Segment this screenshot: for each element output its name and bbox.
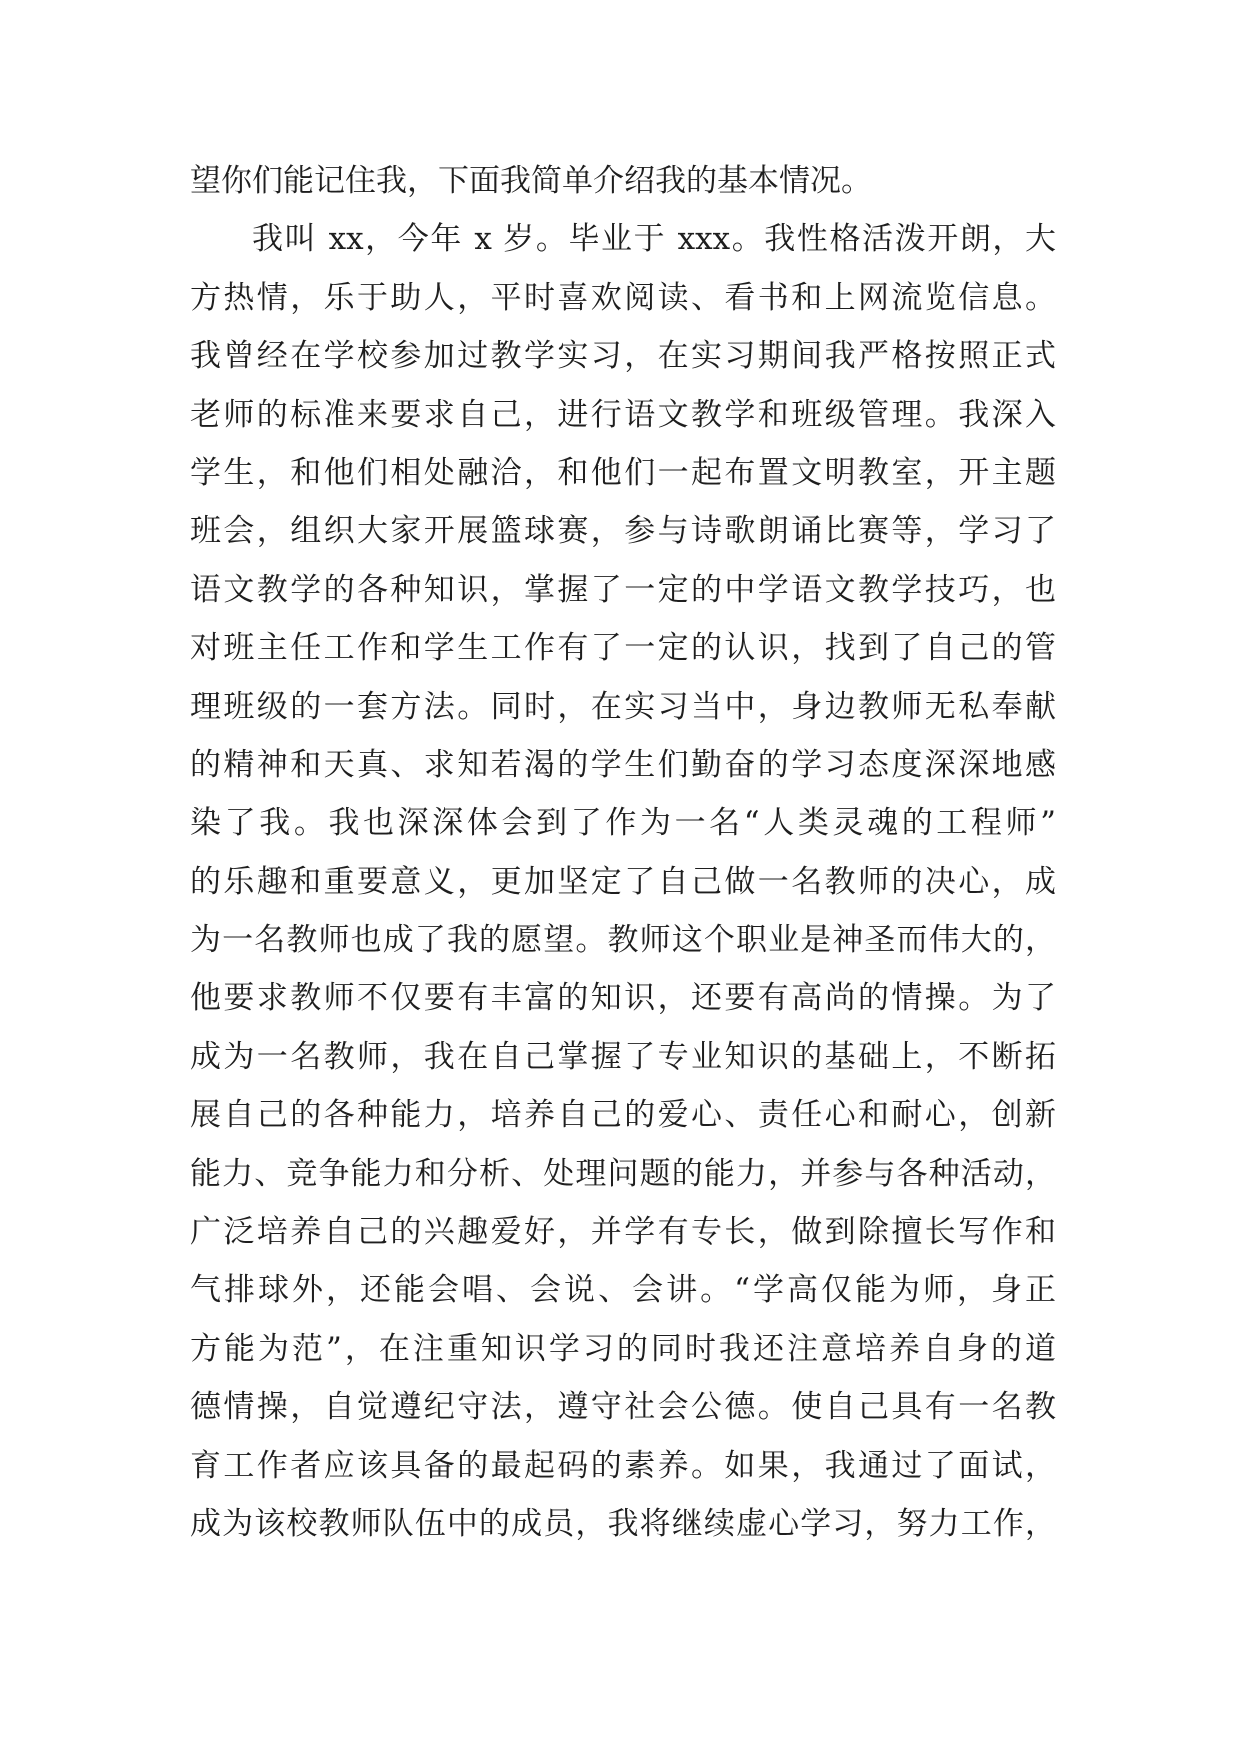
text-line: 能力、竞争能力和分析、处理问题的能力，并参与各种活动，	[190, 1155, 1056, 1192]
text-line: 方热情，乐于助人，平时喜欢阅读、看书和上网流览信息。	[190, 279, 1056, 316]
text-line: 成为一名教师，我在自己掌握了专业知识的基础上，不断拓	[190, 1038, 1056, 1075]
paragraph-1	[190, 152, 1056, 210]
text-line: 的精神和天真、求知若渴的学生们勤奋的学习态度深深地感	[190, 746, 1056, 783]
text-line: 展自己的各种能力，培养自己的爱心、责任心和耐心，创新	[190, 1097, 1056, 1134]
text-line: 望你们能记住我，下面我简单介绍我的基本情况。	[190, 163, 872, 199]
text-line: 对班主任工作和学生工作有了一定的认识，找到了自己的管	[190, 630, 1056, 667]
body-text	[190, 152, 1056, 1553]
text-line: 我曾经在学校参加过教学实习，在实习期间我严格按照正式	[190, 338, 1056, 375]
text-line: 德情操，自觉遵纪守法，遵守社会公德。使自己具有一名教	[190, 1389, 1056, 1426]
text-line: 班会，组织大家开展篮球赛，参与诗歌朗诵比赛等，学习了	[190, 513, 1056, 550]
text-line: 为一名教师也成了我的愿望。教师这个职业是神圣而伟大的，	[190, 922, 1056, 959]
paragraph-2	[190, 210, 1056, 1553]
text-line: 染了我。我也深深体会到了作为一名“人类灵魂的工程师”	[190, 805, 1056, 842]
text-line: 广泛培养自己的兴趣爱好，并学有专长，做到除擅长写作和	[190, 1214, 1056, 1251]
text-line: 老师的标准来要求自己，进行语文教学和班级管理。我深入	[190, 396, 1056, 433]
text-line: 育工作者应该具备的最起码的素养。如果，我通过了面试，	[190, 1447, 1056, 1484]
text-line: 理班级的一套方法。同时，在实习当中，身边教师无私奉献	[190, 688, 1056, 725]
text-line: 学生，和他们相处融洽，和他们一起布置文明教室，开主题	[190, 454, 1056, 491]
text-line: 的乐趣和重要意义，更加坚定了自己做一名教师的决心，成	[190, 863, 1056, 900]
text-line: 我叫 xx，今年 x 岁。毕业于 xxx。我性格活泼开朗，大	[252, 221, 1056, 258]
text-line: 语文教学的各种知识，掌握了一定的中学语文教学技巧，也	[190, 571, 1056, 608]
text-line: 他要求教师不仅要有丰富的知识，还要有高尚的情操。为了	[190, 980, 1056, 1017]
text-line: 方能为范”，在注重知识学习的同时我还注意培养自身的道	[190, 1330, 1056, 1367]
text-line: 成为该校教师队伍中的成员，我将继续虚心学习，努力工作，	[190, 1505, 1056, 1542]
text-line: 气排球外，还能会唱、会说、会讲。“学高仅能为师，身正	[190, 1272, 1056, 1309]
